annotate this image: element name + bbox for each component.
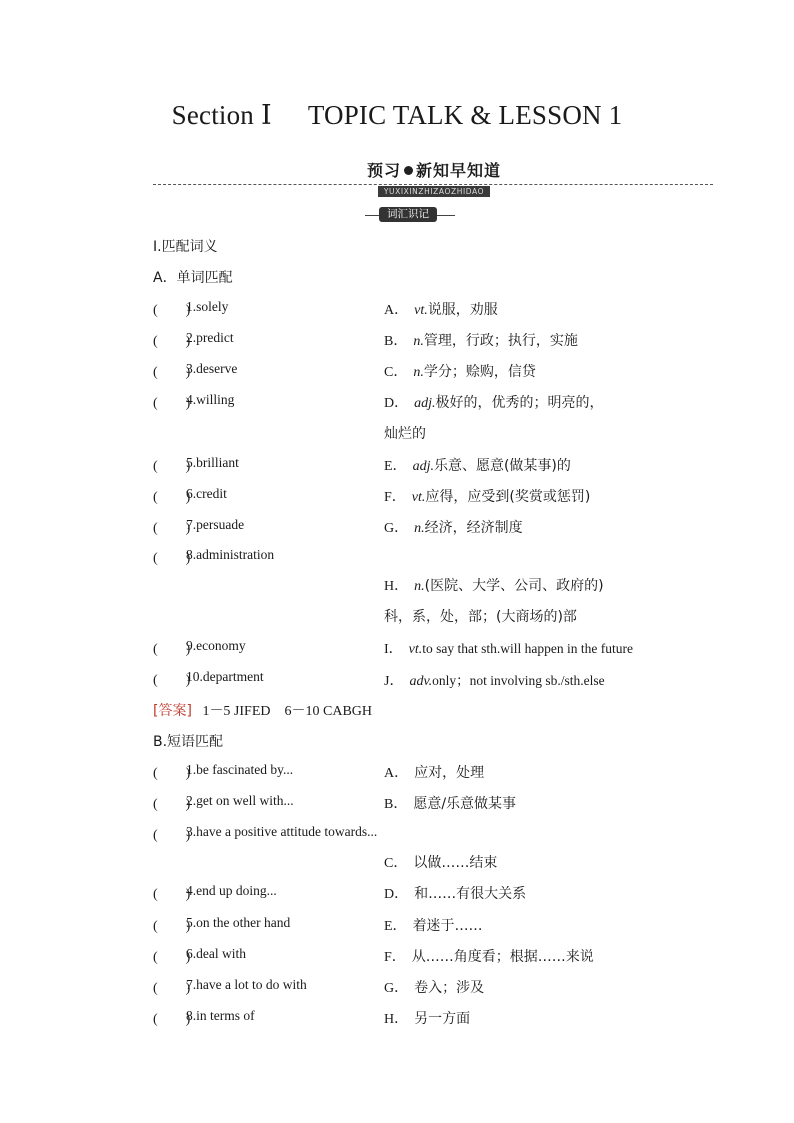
word-row xyxy=(153,547,713,569)
word-term: 3.deserve xyxy=(186,361,238,376)
word-term: 10.department xyxy=(186,669,264,684)
word-def: B． n.管理，行政；执行，实施 xyxy=(384,333,578,349)
phrase-row xyxy=(153,793,713,815)
answer-blank: ( ) xyxy=(153,303,191,318)
word-row xyxy=(153,392,713,414)
word-row xyxy=(153,517,713,539)
answer-blank: ( ) xyxy=(153,459,191,474)
word-def: J． adv.only；not involving sb./sth.else xyxy=(384,673,605,689)
topic-label: TOPIC TALK & LESSON 1 xyxy=(307,100,623,130)
answer-blank: ( ) xyxy=(153,521,191,536)
phrase-term: 6.deal with xyxy=(186,946,246,961)
word-row xyxy=(153,486,713,508)
word-row xyxy=(153,361,713,383)
answer-blank: ( ) xyxy=(153,950,191,965)
phrase-def: E． 着迷于…… xyxy=(384,918,483,934)
section-label: Section Ⅰ xyxy=(171,100,272,130)
phrase-term: 3.have a positive attitude towards... xyxy=(186,824,378,839)
answer-blank: ( ) xyxy=(153,887,191,902)
phrase-row xyxy=(153,946,713,968)
phrase-def: H． 另一方面 xyxy=(384,1011,471,1027)
banner-pinyin: YUXIXINZHIZAOZHIDAO xyxy=(378,186,490,197)
phrase-term: 8.in terms of xyxy=(186,1008,255,1023)
phrase-def: D． 和……有很大关系 xyxy=(384,886,527,902)
phrase-row xyxy=(153,883,713,905)
word-row xyxy=(153,575,713,597)
part1-a-heading: A．单词匹配 xyxy=(153,270,233,286)
word-def-continued: 科，系，处，部；(大商场的)部 xyxy=(384,609,577,625)
phrase-def: G． 卷入；涉及 xyxy=(384,980,485,996)
phrase-term: 4.end up doing... xyxy=(186,883,277,898)
word-term: 9.economy xyxy=(186,638,246,653)
answer-blank: ( ) xyxy=(153,490,191,505)
answer-blank: ( ) xyxy=(153,673,191,688)
word-def-continued: 灿烂的 xyxy=(384,426,426,442)
answer-blank: ( ) xyxy=(153,396,191,411)
phrase-row xyxy=(153,852,713,874)
word-term: 6.credit xyxy=(186,486,227,501)
answer-blank: ( ) xyxy=(153,334,191,349)
phrase-term: 2.get on well with... xyxy=(186,793,294,808)
phrase-row xyxy=(153,977,713,999)
bullet-icon xyxy=(404,166,413,175)
banner-label: 预习 xyxy=(366,161,401,180)
word-term: 5.brilliant xyxy=(186,455,239,470)
vocab-badge-label: 词汇识记 xyxy=(379,207,437,222)
answer-blank: ( ) xyxy=(153,828,191,843)
word-def: D． adj.极好的，优秀的；明亮的， xyxy=(384,395,604,411)
answer-blank: ( ) xyxy=(153,797,191,812)
word-def: E． adj.乐意、愿意(做某事)的 xyxy=(384,458,571,474)
preview-banner xyxy=(344,158,524,199)
word-def: F． vt.应得，应受到(奖赏或惩罚) xyxy=(384,489,591,505)
word-row xyxy=(153,455,713,477)
word-row xyxy=(153,669,713,691)
answer-blank: ( ) xyxy=(153,551,191,566)
phrase-term: 5.on the other hand xyxy=(186,915,291,930)
phrase-def: F． 从……角度看；根据……来说 xyxy=(384,949,594,965)
phrase-term: 7.have a lot to do with xyxy=(186,977,307,992)
answer-key xyxy=(153,700,372,720)
word-row xyxy=(153,638,713,660)
phrase-term: 1.be fascinated by... xyxy=(186,762,294,777)
word-def: I． vt.to say that sth.will happen in the future xyxy=(384,641,633,657)
word-def: G． n.经济，经济制度 xyxy=(384,520,523,536)
phrase-def: A． 应对，处理 xyxy=(384,765,485,781)
word-def: A． vt.说服，劝服 xyxy=(384,302,498,318)
word-term: 7.persuade xyxy=(186,517,245,532)
answer-blank: ( ) xyxy=(153,642,191,657)
word-row xyxy=(153,299,713,321)
answer-tag: [答案] xyxy=(153,703,192,719)
word-def: H． n.(医院、大学、公司、政府的) xyxy=(384,578,604,594)
word-term: 2.predict xyxy=(186,330,234,345)
answer-blank: ( ) xyxy=(153,1012,191,1027)
phrase-row xyxy=(153,1008,713,1030)
phrase-def: C． 以做……结束 xyxy=(384,855,498,871)
part1-heading: Ⅰ.匹配词义 xyxy=(153,239,218,255)
phrase-row xyxy=(153,824,713,846)
answer-blank: ( ) xyxy=(153,766,191,781)
part1-b-heading: B.短语匹配 xyxy=(153,734,224,750)
answer-blank: ( ) xyxy=(153,919,191,934)
phrase-row xyxy=(153,915,713,937)
phrase-row xyxy=(153,762,713,784)
word-term: 8.administration xyxy=(186,547,275,562)
word-term: 4.willing xyxy=(186,392,235,407)
word-def: C． n.学分；赊购，信贷 xyxy=(384,364,536,380)
page-title xyxy=(0,100,794,131)
phrase-def: B． 愿意/乐意做某事 xyxy=(384,796,517,812)
answer-text: 1－5 JIFED 6－10 CABGH xyxy=(202,704,373,719)
word-row xyxy=(153,330,713,352)
answer-blank: ( ) xyxy=(153,365,191,380)
word-term: 1.solely xyxy=(186,299,229,314)
answer-blank: ( ) xyxy=(153,981,191,996)
vocab-badge xyxy=(365,207,455,223)
banner-sub: 新知早知道 xyxy=(416,161,502,180)
